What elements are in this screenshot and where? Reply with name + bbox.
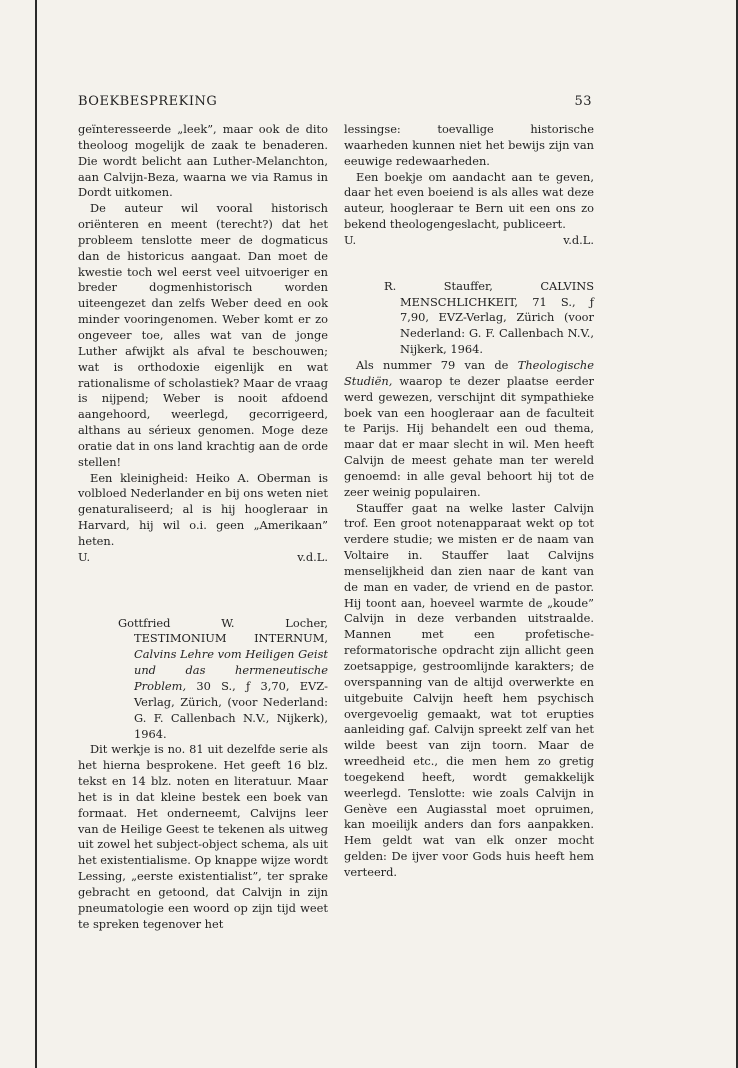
review2-sig-reviewer: v.d.L. [563, 232, 594, 247]
review2-signature [344, 233, 594, 249]
review3-paragraph-2: Stauffer gaat na welke laster Calvijn trof. Een groot notenapparaat wekt op tot verdere studie; we misten er de naam van Voltaire in. Stauffer laat Calvijns menselijkheid dan zien naar de kant van de man en vader, de vriend en de pastor. Hij toont aan, hoeveel warmte de „koude” Calvijn in deze verbanden uitstraalde. Mannen met een profetische-reformatorische opdracht zijn allicht geen zoetsappige, gestroomlijnde karakters; de overspanning van de altijd overwerkte en uitgebuite Calvijn heeft hem psychisch overgevoelig gemaakt, wat tot erupties aanleiding gaf. Calvijn spreekt zelf van het wilde beest van zijn toorn. Maar de wreedheid etc., die men hem zo gretig toegekend heeft, wordt gemakkelijk weerlegd. Tenslotte: wie zoals Calvijn in Genève een Augiasstal moet opruimen, kan moeilijk anders dan fors aanpakken. Hem geldt wat van elk onzer mocht gelden: De ijver voor Gods huis heeft hem verteerd. [344, 500, 594, 879]
review1-paragraph-2: De auteur wil vooral historisch oriënteren en meent (terecht?) dat het probleem tenslotte meer de dogmaticus dan de historicus aangaat. Dan moet de kwestie toch wel eerst veel uitvoeriger en breder dogmenhistorisch worden uiteengezet dan zelfs Weber deed en ook minder vooringenomen. Weber komt er zo ongeveer toe, alles wat van de jonge Luther afwijkt als afval te beschouwen; wat is orthodoxie eigenlijk en wat rationalisme of scholastiek? Maar de vraag is nijpend; Weber is nooit afdoend aangehoord, weerlegd, gecorrigeerd, althans au sérieux genomen. Moge deze oratie dat in ons land krachtig aan de orde stellen! [78, 201, 328, 469]
review1-paragraph-1: geïnteresseerde „leek”, maar ook de dito theoloog mogelijk de zaak te benaderen. Die wordt belicht aan Luther-Melanchton, aan Calvijn-Beza, waarna we via Ramus in Dordt uitkomen. [78, 122, 328, 200]
review3-bibliography: R. Stauffer, CALVINS MENSCHLICHKEIT, 71 S., ƒ 7,90, EVZ-Verlag, Zürich (voor Nederland: G. F. Callenbach N.V., Nijkerk, 1964. [384, 278, 594, 357]
running-head [78, 94, 592, 109]
section-gap [78, 566, 328, 616]
review1-paragraph-3: Een kleinigheid: Heiko A. Oberman is volbloed Nederlander en bij ons weten niet genaturaliseerd; al is hij hoogleraar in Harvard, hij wil o.i. geen „Amerikaan” heten. [78, 470, 328, 548]
review1-sig-reviewer: v.d.L. [297, 549, 328, 564]
page-number: 53 [574, 94, 592, 109]
review3-p1-start: Als nummer 79 van de [356, 357, 509, 372]
section-gap [344, 249, 594, 279]
review1-sig-initial: U. [78, 549, 91, 564]
review2-biblio-details: 30 S., ƒ 3,70, EVZ-Verlag, Zürich, (voor Nederland: G. F. Callenbach N.V., Nijkerk), 1964. [134, 679, 328, 741]
review2-bibliography [118, 616, 328, 743]
running-title: BOEKBESPREKING [78, 94, 218, 109]
review2-continued-paragraph: lessingse: toevallige historische waarheden kunnen niet het bewijs zijn van eeuwige redewaarheden. [344, 122, 594, 168]
review2-paragraph-1: Dit werkje is no. 81 uit dezelfde serie als het hierna besprokene. Het geeft 16 blz. tekst en 14 blz. noten en literatuur. Maar het is in dat kleine bestek een boek van formaat. Het onderneemt, Calvijns leer van de Heilige Geest te tekenen als uitweg uit zowel het subject-object schema, als uit het existentialisme. Op knappe wijze wordt Lessing, „eerste existentialist”, ter sprake gebracht en getoond, dat Calvijn in zijn pneumatologie een woord op zijn tijd weet te spreken tegenover het [78, 742, 328, 931]
review2-paragraph-2: Een boekje om aandacht aan te geven, daar het even boeiend is als alles wat deze auteur, hoogleraar te Bern uit een ons zo bekend theologengeslacht, publiceert. [344, 169, 594, 232]
right-column [344, 122, 594, 881]
scan-edge-left [35, 0, 37, 1068]
review2-biblio-subtitle: Calvins Lehre vom Heiligen Geist und das hermeneutische Problem, [134, 647, 328, 693]
review2-biblio-author: Gottfried W. Locher, TESTIMONIUM INTERNUM, [118, 615, 328, 646]
review3-series-title: Theologische Studiën, [344, 357, 594, 388]
review1-signature [78, 550, 328, 566]
left-column [78, 122, 328, 933]
review3-p1-rest: waarop te dezer plaatse eerder werd gewezen, verschijnt dit sympathieke boek van een hoogleraar aan de faculteit te Parijs. Hij behandelt een oud thema, maar dat er maar slecht in wil. Men heeft Calvijn de meest gehate man ter wereld genoemd: in alle geval behoort hij tot de zeer weinig populairen. [344, 373, 594, 499]
review3-paragraph-1 [344, 358, 594, 501]
review2-sig-initial: U. [344, 232, 357, 247]
